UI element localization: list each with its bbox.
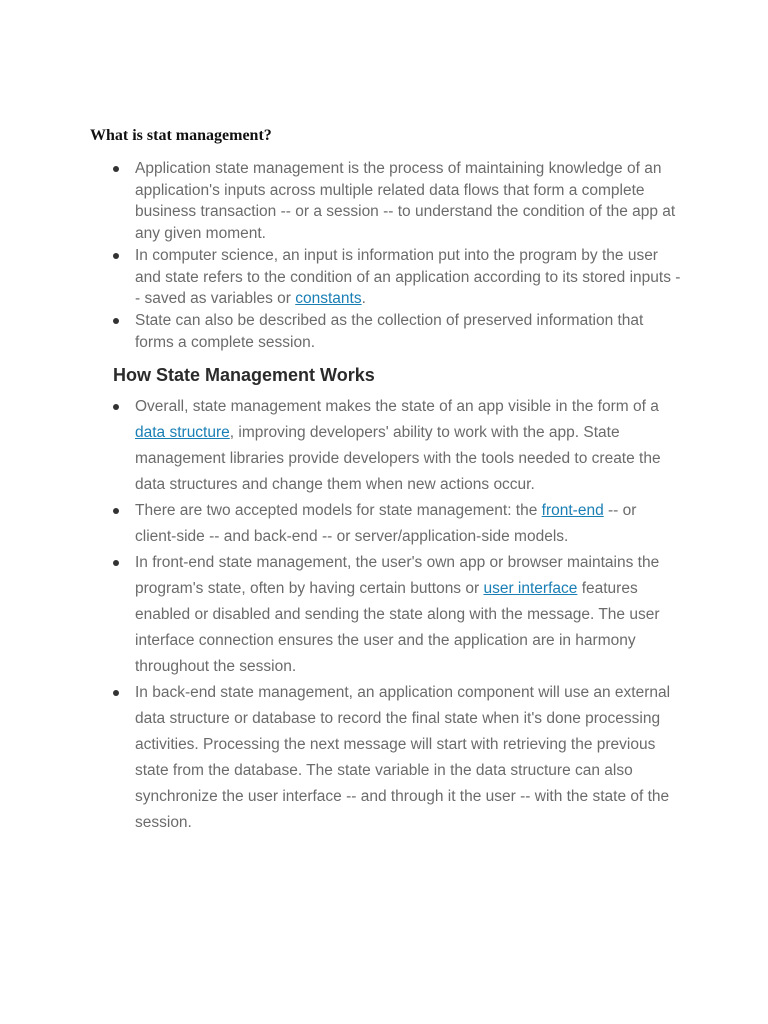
front-end-link[interactable]: front-end bbox=[541, 502, 604, 519]
list-item-text-before: In computer science, an input is information put into the program by the user and state refers to the condition of an application according to its stored inputs -- saved as variables or bbox=[135, 246, 681, 308]
bullet-icon bbox=[113, 253, 119, 259]
list-item bbox=[0, 498, 768, 550]
list-item bbox=[0, 394, 768, 498]
intro-bullet-list bbox=[0, 158, 768, 353]
bullet-icon bbox=[113, 404, 119, 410]
bullet-icon bbox=[113, 166, 119, 172]
list-item-text-before: There are two accepted models for state management: the bbox=[135, 502, 542, 519]
bullet-icon bbox=[113, 690, 119, 696]
list-item bbox=[0, 550, 768, 680]
page-title: What is stat management? bbox=[90, 127, 272, 144]
list-item-text-after: features enabled or disabled and sending the state along with the message. The user interface connection ensures the user and the application are in harmony throughout the session. bbox=[135, 580, 660, 675]
works-bullet-list bbox=[0, 394, 768, 836]
list-item bbox=[0, 245, 768, 310]
list-item-text-after: . bbox=[361, 290, 366, 308]
bullet-icon bbox=[113, 560, 119, 566]
list-item-text: Application state management is the process of maintaining knowledge of an application's inputs across multiple related data flows that form a complete business transaction -- or a session -- to understand the condition of the app at any given moment. bbox=[135, 160, 676, 243]
list-item-text-after: -- or client-side -- and back-end -- or server/application-side models. bbox=[135, 502, 637, 545]
list-item-text-before: In front-end state management, the user's own app or browser maintains the program's state, often by having certain buttons or bbox=[135, 554, 660, 597]
section-heading: How State Management Works bbox=[113, 365, 375, 385]
list-item-text: In back-end state management, an application component will use an external data structure or database to record the final state when it's done processing activities. Processing the next message will start with retrieving the previous state from the database. The state variable in the data structure can also synchronize the user interface -- and through it the user -- with the state of the session. bbox=[135, 684, 671, 831]
user-interface-link[interactable]: user interface bbox=[483, 580, 578, 597]
list-item bbox=[0, 310, 768, 353]
data-structure-link[interactable]: data structure bbox=[135, 424, 230, 441]
list-item bbox=[0, 158, 768, 245]
constants-link[interactable]: constants bbox=[295, 290, 362, 308]
bullet-icon bbox=[113, 508, 119, 514]
list-item-text-after: , improving developers' ability to work with the app. State management libraries provide developers with the tools needed to create the data structures and change them when new actions occur. bbox=[135, 424, 661, 493]
list-item bbox=[0, 680, 768, 836]
list-item-text-before: Overall, state management makes the state of an app visible in the form of a bbox=[135, 398, 659, 415]
bullet-icon bbox=[113, 318, 119, 324]
list-item-text: State can also be described as the collection of preserved information that forms a complete session. bbox=[135, 311, 644, 351]
